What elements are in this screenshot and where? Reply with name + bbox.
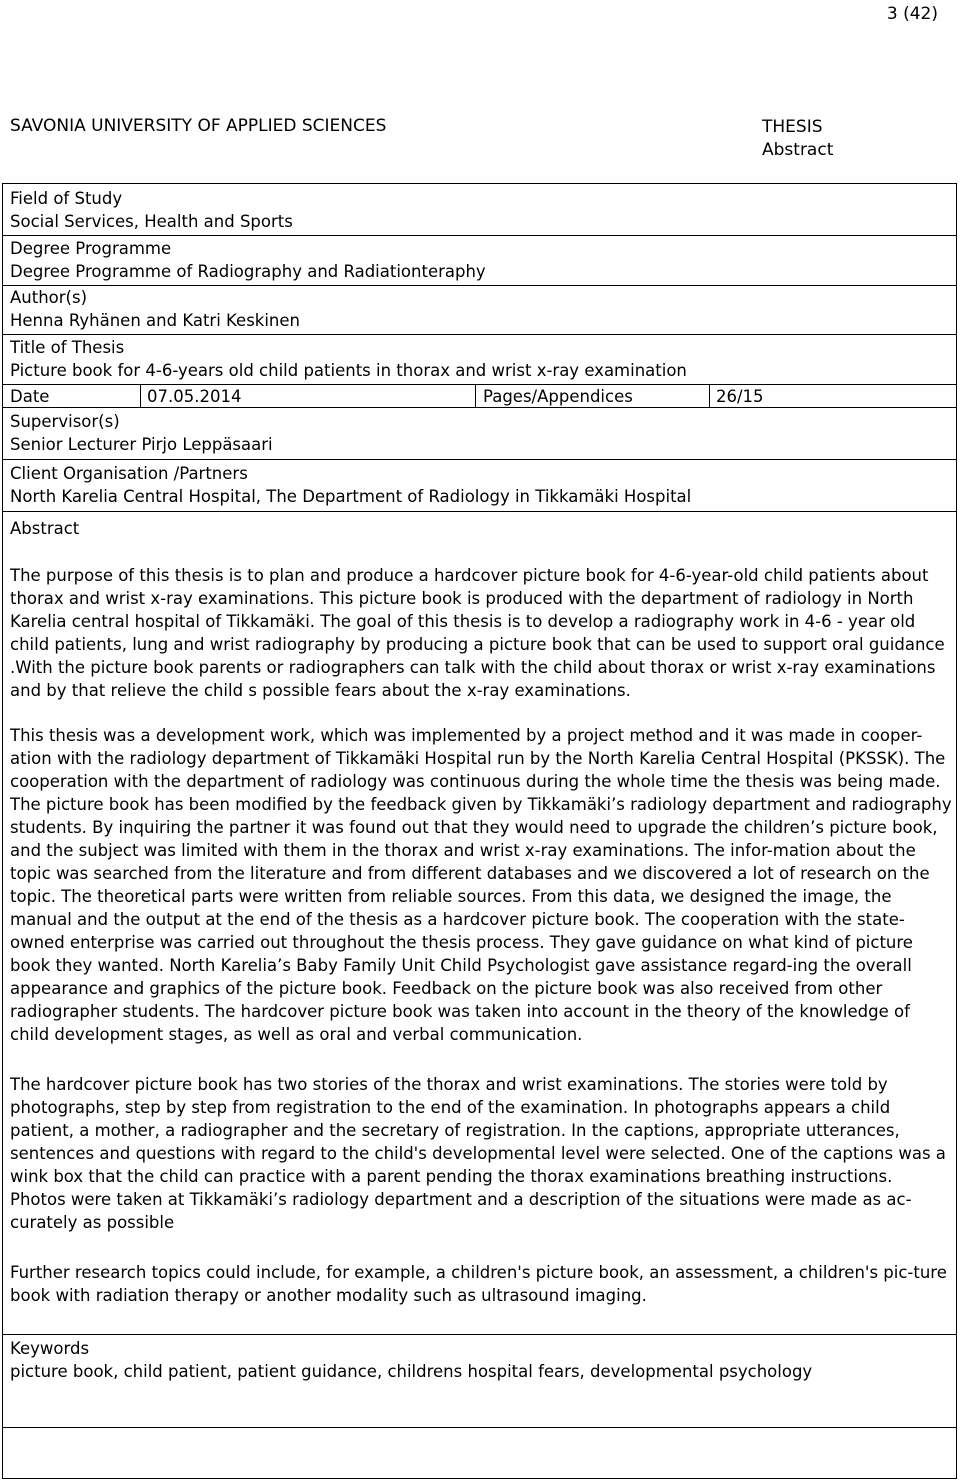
page-number: 3 (42) — [886, 4, 938, 24]
abstract-paragraph: The purpose of this thesis is to plan and produce a hardcover picture book for 4-6-year-old child patients about thorax and wrist x-ray examinations. This picture book is produced with the department of radiology in North Karelia central hospital of Tikkamäki. The goal of this thesis is to develop a radiography work in 4-6 - year old child patients, lung and wrist radiography by producing a picture book that can be used to support oral guidance .With the picture book parents or radiographers can talk with the child about thorax or wrist x-ray examinations and by that relieve the child s possible fears about the x-ray examinations. — [10, 566, 945, 700]
document-type-label: THESIS — [762, 117, 823, 137]
divider — [2, 1427, 957, 1428]
client-organisation-label: Client Organisation /Partners — [10, 464, 248, 483]
keywords-value: picture book, child patient, patient guidance, childrens hospital fears, developmental psychology — [10, 1362, 813, 1381]
authors-value: Henna Ryhänen and Katri Keskinen — [10, 311, 300, 330]
supervisor-value: Senior Lecturer Pirjo Leppäsaari — [10, 435, 273, 454]
degree-programme-label: Degree Programme — [10, 239, 172, 258]
abstract-paragraph: This thesis was a development work, which was implemented by a project method and it was made in cooper-ation with the radiology department of Tikkamäki Hospital run by the North Karelia Central Hospital (PKSSK). The cooperation with the department of radiology was continuous during the whole time the thesis was being made. The picture book has been modified by the feedback given by Tikkamäki’s radiology department and radiography students. By inquiring the partner it was found out that they would need to upgrade the children’s picture book, and the subject was limited with them in the thorax and wrist x-ray examinations. The infor-mation about the topic was searched from the literature and from different databases and we discovered a lot of research on the topic. The theoretical parts were written from reliable sources. From this data, we designed the image, the manual and the output at the end of the thesis as a hardcover picture book. The cooperation with the state-owned enterprise was carried out throughout the thesis process. They gave guidance on what kind of picture book they wanted. North Karelia’s Baby Family Unit Child Psychologist gave assistance regard-ing the overall appearance and graphics of the picture book. Feedback on the picture book was also received from other radiographer students. The hardcover picture book was taken into account in the theory of the knowledge of child development stages, as well as oral and verbal communication. — [10, 726, 952, 1044]
divider — [140, 384, 141, 407]
authors-label: Author(s) — [10, 288, 88, 307]
divider — [2, 285, 957, 286]
abstract-label: Abstract — [10, 519, 80, 538]
divider — [475, 384, 476, 407]
field-of-study-value: Social Services, Health and Sports — [10, 212, 293, 231]
divider — [2, 407, 957, 408]
divider — [2, 235, 957, 236]
pages-appendices-label: Pages/Appendices — [483, 387, 633, 406]
supervisor-label: Supervisor(s) — [10, 412, 120, 431]
document-type — [762, 116, 833, 162]
thesis-title-value: Picture book for 4-6-years old child patients in thorax and wrist x-ray examination — [10, 361, 687, 380]
thesis-title-label: Title of Thesis — [10, 338, 125, 357]
abstract-paragraph: The hardcover picture book has two stories of the thorax and wrist examinations. The stories were told by photographs, step by step from registration to the end of the examination. In photographs appears a child patient, a mother, a radiographer and the secretary of registration. In the captions, appropriate utterances, sentences and questions with regard to the child's developmental level were selected. One of the captions was a wink box that the child can practice with a parent pending the thorax examinations breathing instructions. Photos were taken at Tikkamäki’s radiology department and a description of the situations were made as ac-curately as possible — [10, 1075, 946, 1232]
client-organisation-value: North Karelia Central Hospital, The Department of Radiology in Tikkamäki Hospital — [10, 487, 692, 506]
divider — [2, 511, 957, 512]
divider — [2, 334, 957, 335]
divider — [2, 384, 957, 385]
divider — [2, 459, 957, 460]
institution-name: SAVONIA UNIVERSITY OF APPLIED SCIENCES — [10, 116, 387, 136]
date-value: 07.05.2014 — [147, 387, 242, 406]
abstract-paragraph: Further research topics could include, for example, a children's picture book, an assessment, a children's pic-ture book with radiation therapy or another modality such as ultrasound imaging. — [10, 1263, 947, 1305]
degree-programme-value: Degree Programme of Radiography and Radiationteraphy — [10, 262, 486, 281]
document-subtype-label: Abstract — [762, 140, 834, 160]
keywords-label: Keywords — [10, 1339, 90, 1358]
date-label: Date — [10, 387, 50, 406]
divider — [2, 1334, 957, 1335]
pages-appendices-value: 26/15 — [716, 387, 764, 406]
divider — [709, 384, 710, 407]
field-of-study-label: Field of Study — [10, 189, 123, 208]
